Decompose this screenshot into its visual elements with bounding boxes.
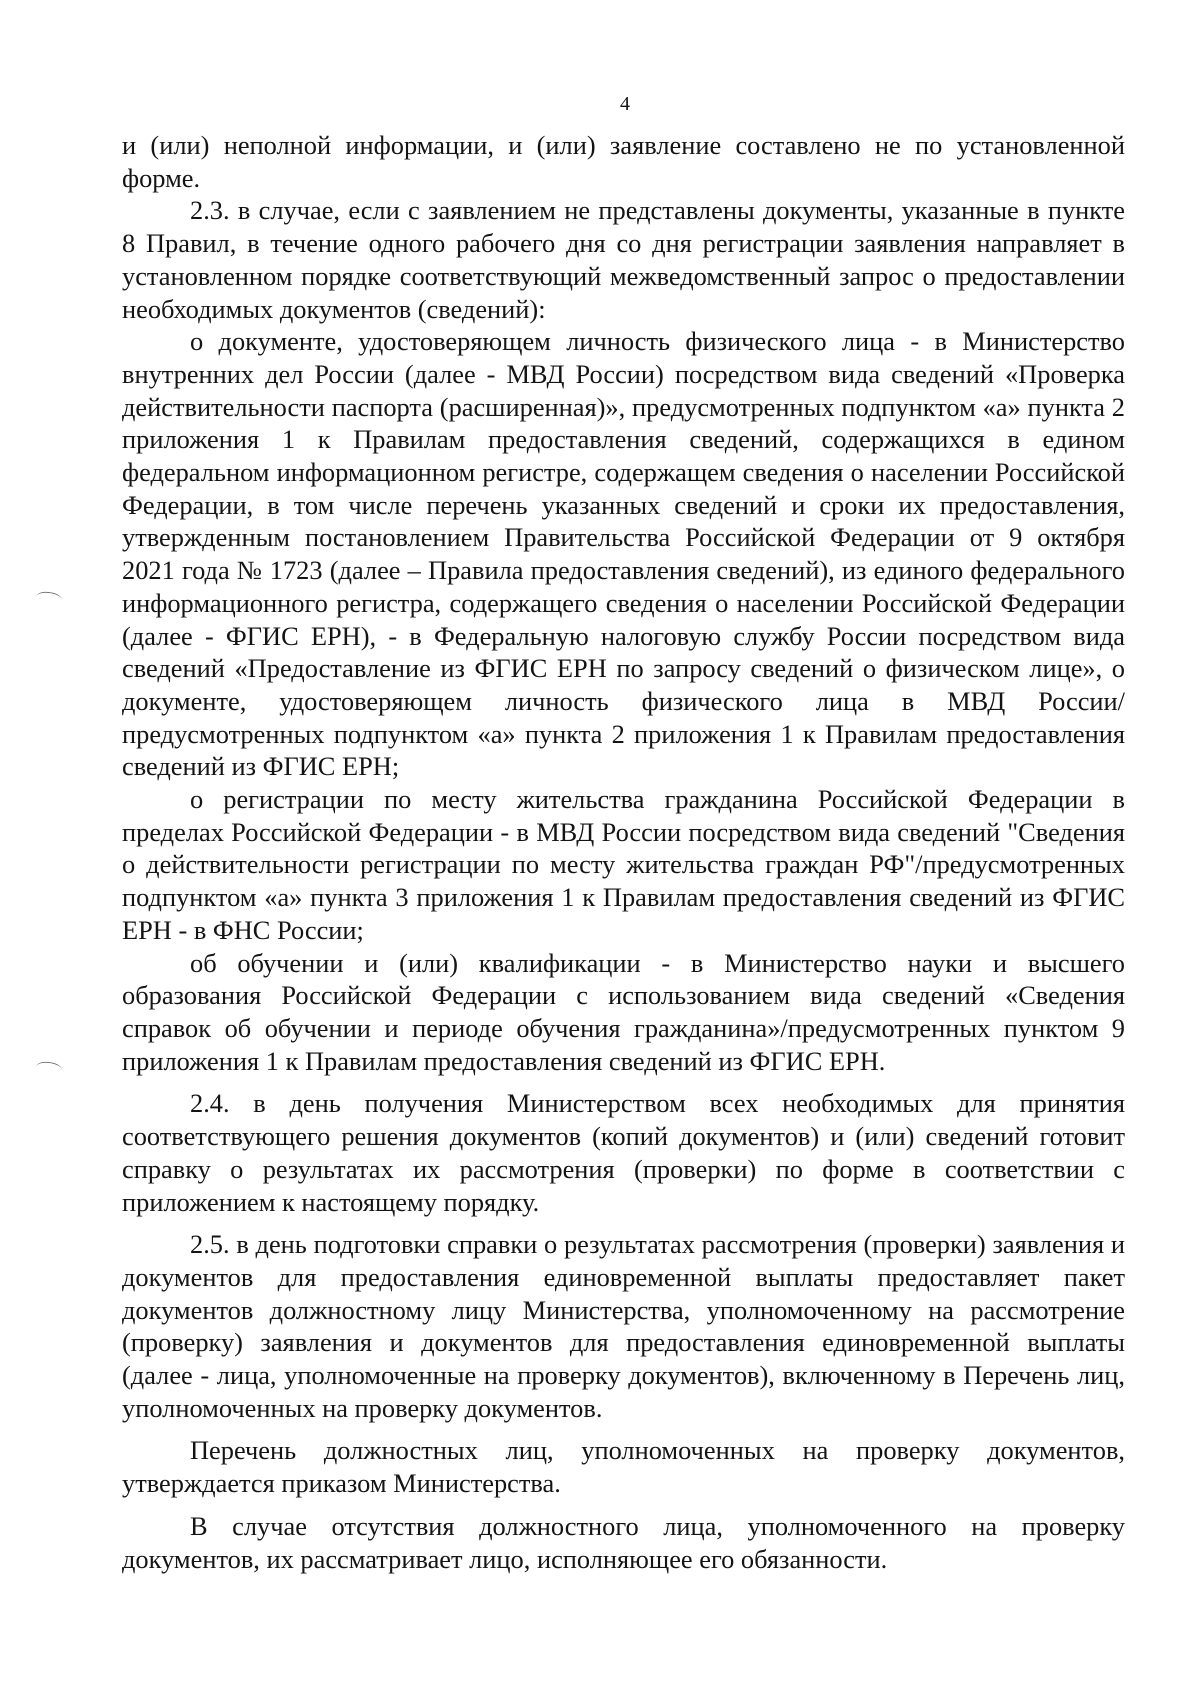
paragraph-education: об обучении и (или) квалификации - в Министерство науки и высшего образования Российской Федерации с использованием вида сведений «Сведения справок об обучении и периоде обучения гражданина»/предусмотренных пунктом 9 приложения 1 к Правилам предоставления сведений из ФГИС ЕРН. <box>122 947 1125 1076</box>
paragraph-2-5: 2.5. в день подготовки справки о результатах рассмотрения (проверки) заявления и документов для предоставления единовременной выплаты предоставляет пакет документов должностному лицу Министерства, уполномоченному на рассмотрение (проверку) заявления и документов для предоставления единовременной выплаты (далее - лица, уполномоченные на проверку документов), включенному в Перечень лиц, уполномоченных на проверку документов. <box>122 1229 1125 1423</box>
paragraph-absence-of-official: В случае отсутствия должностного лица, уполномоченного на проверку документов, их рассматривает лицо, исполняющее его обязанности. <box>122 1510 1125 1574</box>
paragraph-identity-document: о документе, удостоверяющем личность физического лица - в Министерство внутренних дел России (далее - МВД России) посредством вида сведений «Проверка действительности паспорта (расширенная)», предусмотренных подпунктом «а» пункта 2 приложения 1 к Правилам предоставления сведений, содержащихся в едином федеральном информационном регистре, содержащем сведения о населении Российской Федерации, в том числе перечень указанных сведений и сроки их предоставления, утвержденным постановлением Правительства Российской Федерации от 9 октября 2021 года № 1723 (далее – Правила предоставления сведений), из единого федерального информационного регистра, содержащего сведения о населении Российской Федерации (далее - ФГИС ЕРН), - в Федеральную налоговую службу России посредством вида сведений «Предоставление из ФГИС ЕРН по запросу сведений о физическом лице», о документе, удостоверяющем личность физического лица в МВД России/предусмотренных подпунктом «а» пункта 2 приложения 1 к Правилам предоставления сведений из ФГИС ЕРН; <box>122 326 1125 782</box>
scan-artifact-mark <box>35 1060 63 1076</box>
paragraph-continuation: и (или) неполной информации, и (или) заявление составлено не по установленной форме. <box>122 130 1125 193</box>
paragraph-list-of-officials: Перечень должностных лиц, уполномоченных на проверку документов, утверждается приказом Министерства. <box>122 1435 1125 1499</box>
page-number: 4 <box>620 93 630 115</box>
paragraph-2-4: 2.4. в день получения Министерством всех необходимых для принятия соответствующего решения документов (копий документов) и (или) сведений готовит справку о результатах их рассмотрения (проверки) по форме в соответствии с приложением к настоящему порядку. <box>122 1088 1125 1217</box>
paragraph-2-3: 2.3. в случае, если с заявлением не представлены документы, указанные в пункте 8 Правил, в течение одного рабочего дня со дня регистрации заявления направляет в установленном порядке соответствующий межведомственный запрос о предоставлении необходимых документов (сведений): <box>122 195 1125 324</box>
document-body <box>122 129 1125 1575</box>
paragraph-registration: о регистрации по месту жительства гражданина Российской Федерации в пределах Российской Федерации - в МВД России посредством вида сведений "Сведения о действительности регистрации по месту жительства граждан РФ"/предусмотренных подпунктом «а» пункта 3 приложения 1 к Правилам предоставления сведений из ФГИС ЕРН - в ФНС России; <box>122 784 1125 945</box>
scan-artifact-mark <box>35 590 63 606</box>
